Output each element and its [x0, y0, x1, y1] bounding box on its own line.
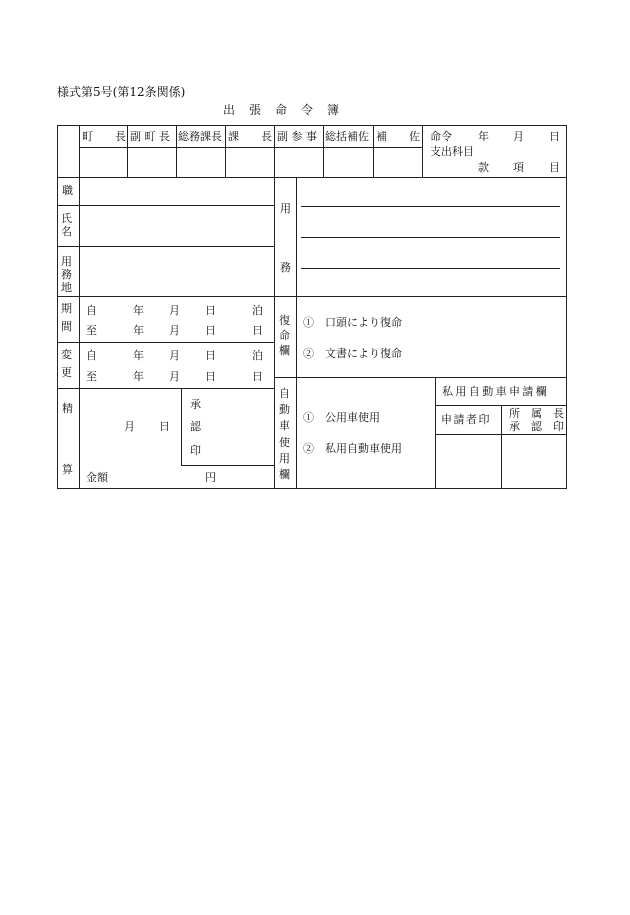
label-name — [61, 212, 72, 238]
order-day: 日 — [549, 130, 560, 143]
row-line — [57, 388, 275, 389]
label-settlement-2: 算 — [62, 463, 73, 476]
day-label: 日 — [205, 304, 216, 317]
table-top-border — [57, 125, 566, 126]
yen-label: 円 — [205, 471, 216, 484]
label-char: 復 — [279, 314, 290, 327]
expense-kou: 項 — [513, 161, 524, 174]
settle-divider — [181, 388, 182, 465]
header-divider — [373, 125, 374, 177]
label-char: 氏 — [61, 212, 72, 225]
label-change — [61, 348, 72, 379]
label-period — [61, 302, 72, 333]
row-line — [57, 342, 275, 343]
label-char: 使 — [279, 435, 290, 449]
label-business-2: 務 — [280, 261, 291, 274]
amount-label: 金額 — [86, 471, 108, 484]
header-cell-chief-assistant: 総括補佐 — [325, 130, 369, 143]
header-cell-assistant: 補 佐 — [376, 130, 420, 143]
label-char: 欄 — [279, 467, 290, 481]
youmu-line-3 — [301, 268, 560, 269]
order-month: 月 — [513, 130, 524, 143]
label-char: 間 — [61, 320, 72, 334]
day-label: 日 — [252, 324, 263, 337]
from-label: 自 — [86, 349, 97, 362]
header-cell-deputy-mayor: 副 町 長 — [130, 130, 170, 143]
private-car-title: 私用自動車申請欄 — [442, 385, 550, 398]
year-label: 年 — [133, 349, 144, 362]
private-car-divider — [435, 377, 436, 489]
month-label: 月 — [169, 324, 180, 337]
from-label: 自 — [86, 304, 97, 317]
dept-head-label-1: 所 属 長 — [509, 407, 564, 420]
year-label: 年 — [133, 324, 144, 337]
private-car-divider — [501, 405, 502, 489]
label-column-line — [79, 177, 80, 489]
report-option-oral: ① 口頭により復命 — [303, 316, 402, 329]
approval-char-2: 認 — [190, 420, 201, 433]
dept-head-label-2: 承 認 印 — [509, 420, 564, 433]
order-year: 年 — [478, 130, 489, 143]
label-char: 地 — [61, 281, 72, 295]
label-char: 用 — [279, 451, 290, 465]
header-cell-deputy-councilor: 副 参 事 — [277, 130, 317, 143]
header-divider — [323, 125, 324, 177]
approval-char-1: 承 — [190, 398, 201, 411]
fukumei-bottom — [274, 377, 566, 378]
to-label: 至 — [86, 324, 97, 337]
report-option-written: ② 文書により復命 — [303, 347, 402, 360]
year-label: 年 — [133, 304, 144, 317]
applicant-seal-label: 申請者印 — [441, 413, 491, 426]
row-line — [57, 205, 275, 206]
label-char: 命 — [279, 329, 290, 343]
day-label: 日 — [205, 370, 216, 383]
label-destination — [61, 255, 72, 295]
car-option-official: ① 公用車使用 — [303, 411, 380, 424]
nights-label: 泊 — [252, 304, 263, 317]
label-car-use — [279, 387, 290, 481]
label-char: 変 — [61, 348, 72, 361]
label-char: 欄 — [279, 344, 290, 358]
month-label: 月 — [169, 370, 180, 383]
header-cell-town-mayor: 町 長 — [82, 130, 126, 143]
header-bottom-line — [57, 177, 566, 178]
month-label: 月 — [169, 349, 180, 362]
table-left-border — [57, 125, 58, 489]
day-label: 日 — [252, 370, 263, 383]
header-row-divider — [79, 147, 422, 148]
page-title: 出 張 命 令 簿 — [223, 103, 341, 117]
right-label-line — [296, 177, 297, 489]
header-divider — [127, 125, 128, 177]
settle-month-label: 月 — [124, 420, 135, 433]
header-cell-section-chief: 課 長 — [228, 130, 272, 143]
center-divider — [274, 177, 275, 489]
label-business-1: 用 — [280, 202, 291, 215]
header-cell-general-affairs: 総務課長 — [178, 130, 222, 143]
label-report — [279, 314, 290, 358]
header-divider — [422, 125, 423, 177]
year-label: 年 — [133, 370, 144, 383]
header-divider — [176, 125, 177, 177]
header-divider — [225, 125, 226, 177]
youmu-line-2 — [301, 237, 560, 238]
settle-day-label: 日 — [159, 420, 170, 433]
order-label: 命令 — [430, 130, 452, 143]
label-char: 動 — [279, 403, 290, 417]
header-divider — [79, 125, 80, 177]
label-char: 期 — [61, 302, 72, 315]
table-right-border — [566, 125, 567, 489]
header-divider — [274, 125, 275, 177]
month-label: 月 — [169, 304, 180, 317]
expense-moku: 目 — [549, 161, 560, 174]
label-char: 名 — [61, 225, 72, 239]
label-char: 務 — [61, 268, 72, 282]
to-label: 至 — [86, 370, 97, 383]
form-number: 様式第5号(第12条関係) — [57, 85, 186, 99]
row-line — [57, 246, 275, 247]
label-char: 更 — [61, 366, 72, 380]
expense-item-label: 支出科目 — [430, 145, 474, 158]
label-char: 自 — [279, 387, 290, 400]
car-option-private: ② 私用自動車使用 — [303, 442, 402, 455]
settle-divider — [181, 465, 275, 466]
label-settlement-1: 精 — [62, 402, 73, 415]
label-char: 車 — [279, 419, 290, 433]
row-line — [57, 296, 566, 297]
table-bottom-border — [57, 488, 566, 489]
label-position: 職 — [62, 184, 73, 197]
day-label: 日 — [205, 324, 216, 337]
day-label: 日 — [205, 349, 216, 362]
approval-char-3: 印 — [190, 444, 201, 457]
label-char: 用 — [61, 255, 72, 268]
expense-kan: 款 — [478, 161, 489, 174]
youmu-line-1 — [301, 206, 560, 207]
nights-label: 泊 — [252, 349, 263, 362]
